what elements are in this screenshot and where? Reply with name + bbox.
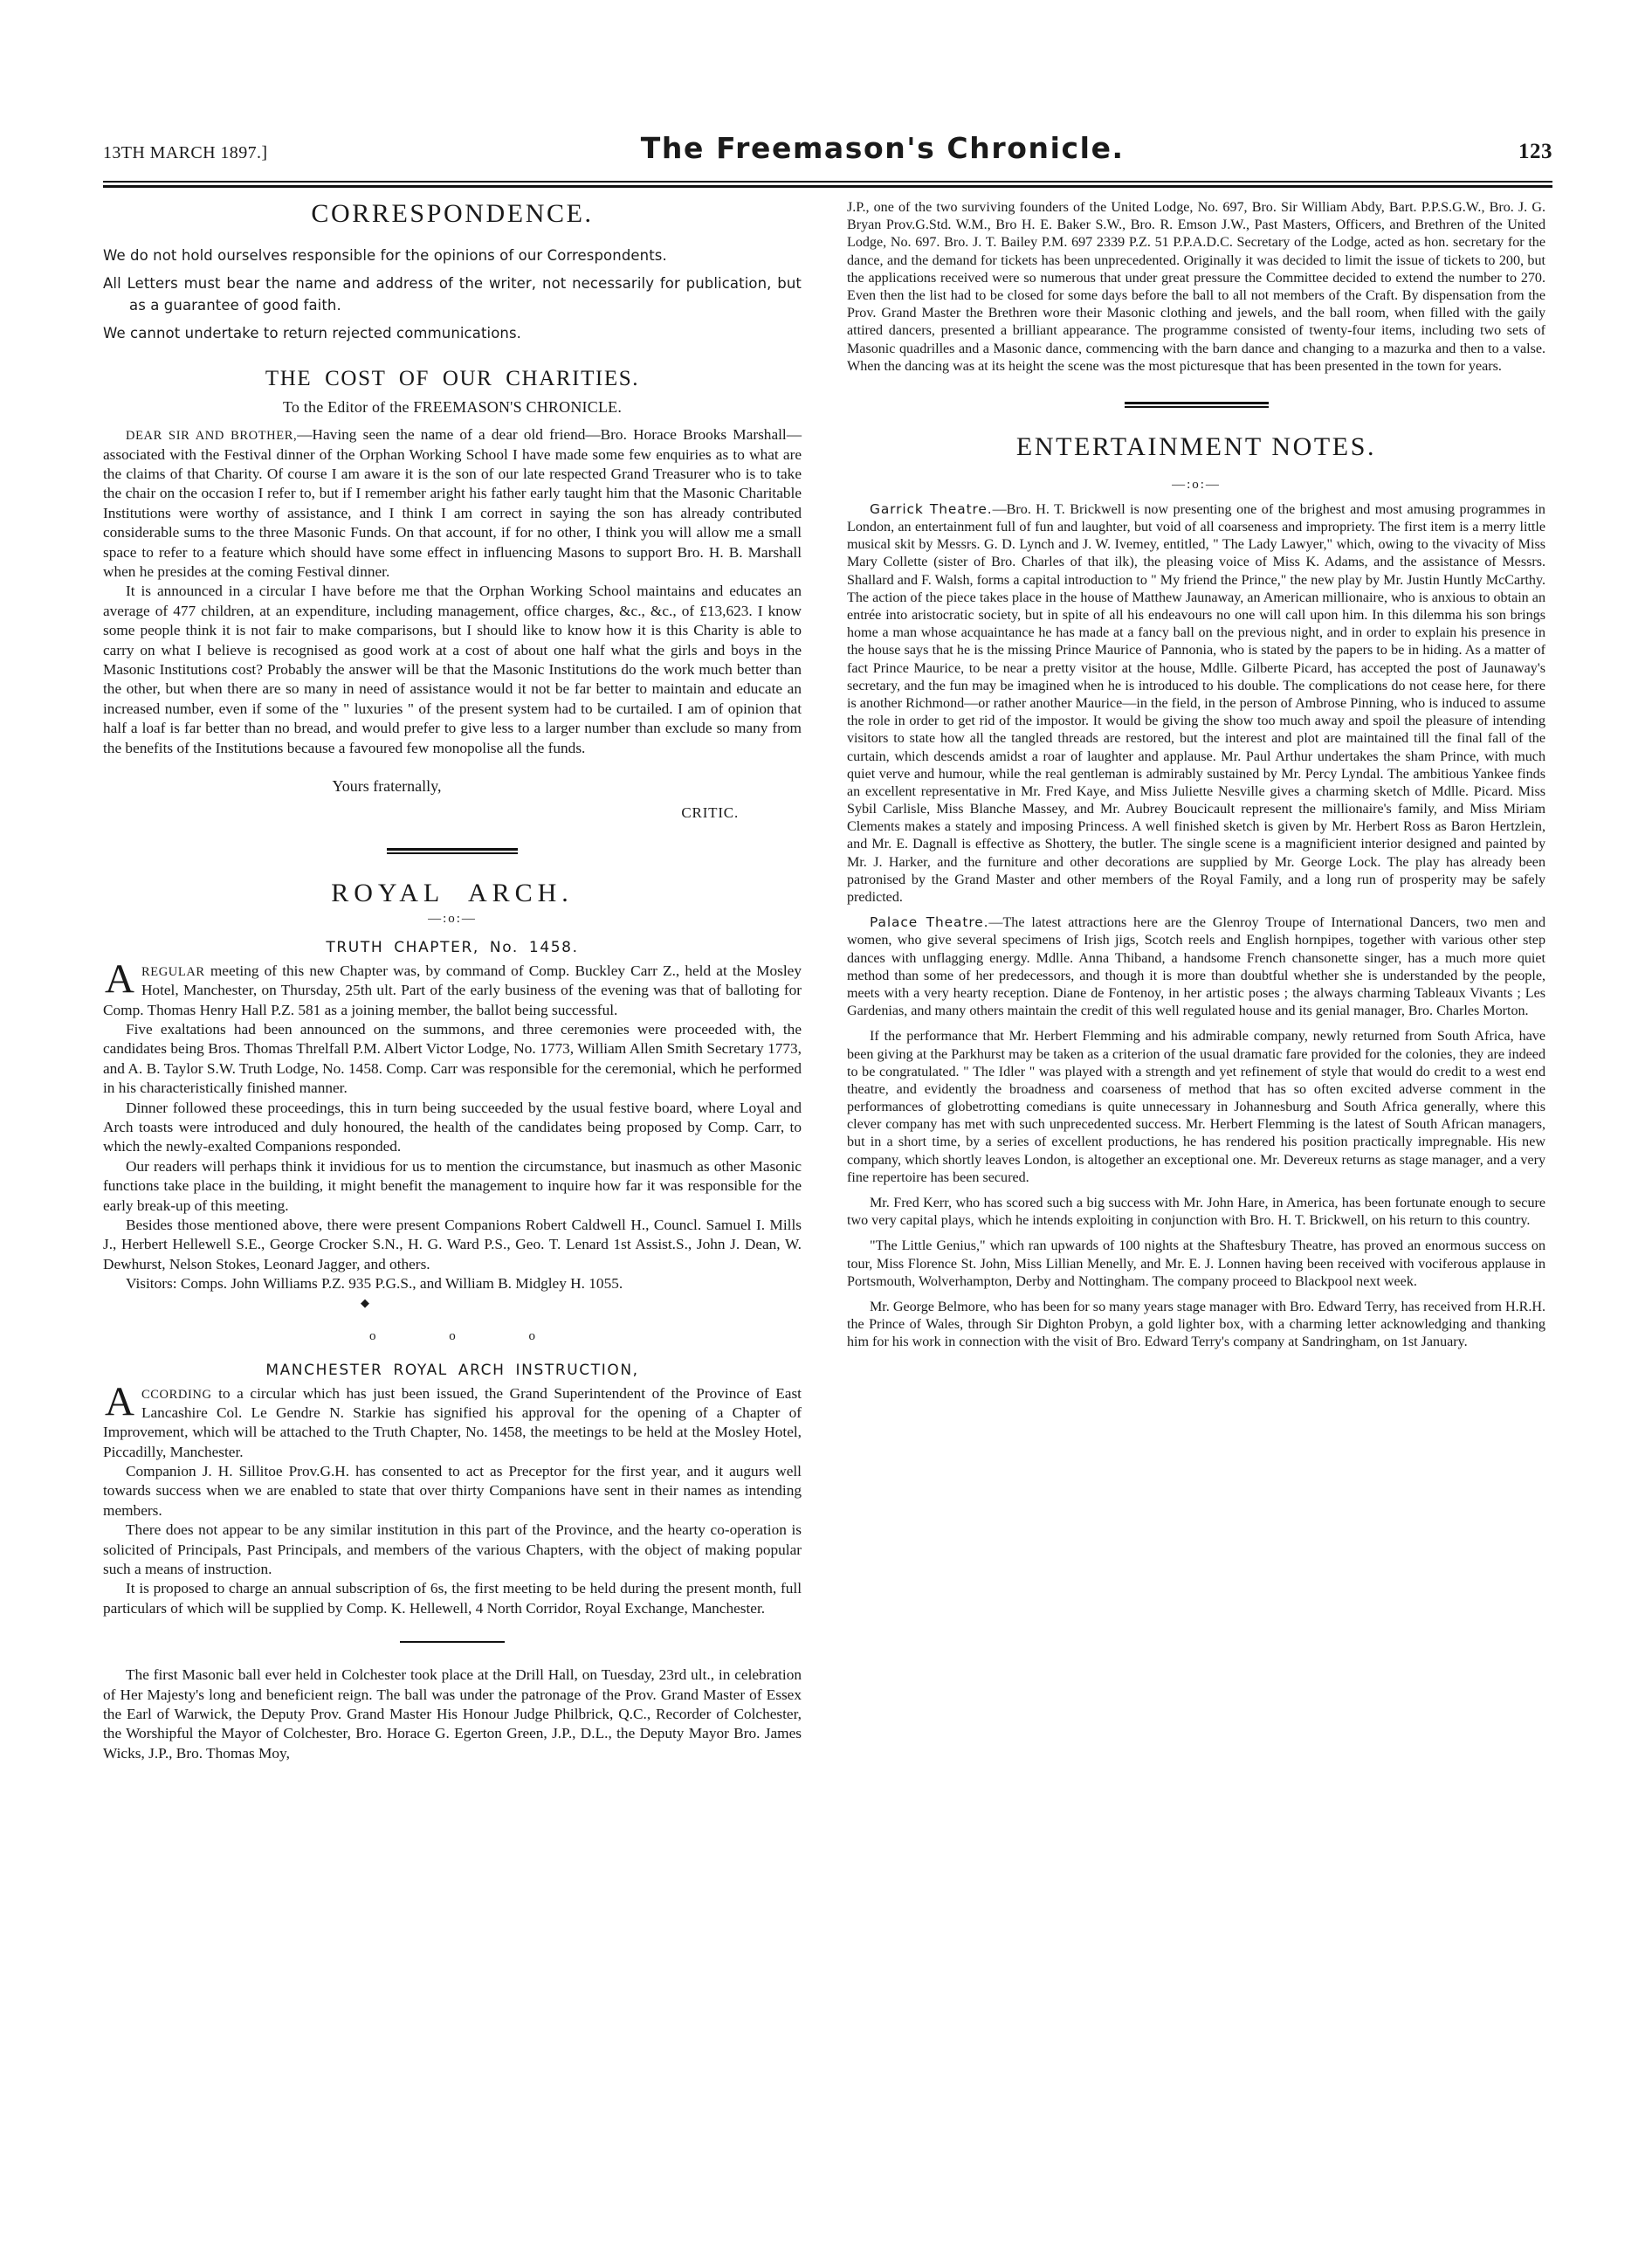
bullet-ornament: ◆ bbox=[361, 1295, 369, 1309]
entertainment-paragraph-1: If the performance that Mr. Herbert Flemming and his admirable company, newly returned from South Africa, have been giving at the Parkhurst may be taken as a criterion of the usual dramatic fare provided for the colonies, they are indeed to be congratulated. " The Idler " was played with a strength and yet refinement of style that would do credit to a west end theatre, and evidently the broadness and coarseness of method that has so often excited adverse comment in the performances of globetrotting comedians is quite unnecessary in Johannesburg and South Africa generally, where this clever company has met with such unprecedented success. Mr. Herbert Flemming is the latest of South African managers, but in a short time, by a series of excellent productions, he has rendered his position practically impregnable. His new company, which shortly leaves London, is altogether an exceptional one. Mr. Devereux returns as stage manager, and a very fine repertoire has been secured. bbox=[847, 1029, 1545, 1185]
masthead-rule bbox=[103, 181, 1552, 188]
letter-signature: CRITIC. bbox=[681, 803, 739, 821]
correspondence-notice: We cannot undertake to return rejected communications. bbox=[103, 324, 521, 341]
manchester-paragraph-1-text: to a circular which has just been issued, the Grand Superintendent of the Province of East Lancashire Col. Le Gendre N. Starkie has signified his approval for the opening of a Chapter of Improvement, which will be attached to the Truth Chapter, No. 1458, the meetings to be held at the Mosley Hotel, Piccadilly, Manchester. bbox=[103, 1384, 802, 1460]
manchester-paragraph-1 bbox=[103, 1378, 802, 1463]
page-number: 123 bbox=[1518, 140, 1552, 163]
garrick-theatre-text: —Bro. H. T. Brickwell is now presenting one of the brighest and most amusing programmes in London, an entertainment full of fun and laughter, but void of all coarseness and impropriety. The first item is a merry little musical skit by Messrs. G. D. Lynch and J. W. Ivemey, entitled, " The Lady Lawyer," which, owing to the vivacity of Miss Mary Collette (sister of Bro. Charles of that ilk), the pleasing voice of Miss K. Adams, and the assistance of Messrs. Shallard and F. Walsh, forms a capital introduction to " My friend the Prince," the new play by Mr. Justin Huntly McCarthy. The action of the piece takes place in the house of Matthew Jaunaway, an American millionaire, who is anxious to obtain an entrée into aristocratic society, but in spite of all his endeavours no one will call upon him. In this dilemma his son brings home a man whose acquaintance he has made at a fancy ball on the previous night, and in order to explain his presence in the house says that he is the missing Prince Maurice of Pannonia, who is stated by the papers to be in hiding. As a matter of fact Prince Maurice, to be near a pretty visitor at the house, Mdlle. Gilberte Picard, has accepted the post of Jaunaway's secretary, and the fun may be imagined when he is introduced to his double. The complications do not cease here, for there is another Richmond—or rather another Maurice—in the field, in the person of Ambrose Pinning, who is induced to assume the role in order to get rid of the impostor. It would be giving the show too much away and spoil the pleasure of intending visitors to state how all the tangled threads are restored, but the interest and plot are maintained till the final fall of the curtain, which descends amidst a roar of laughter and applause. Mr. Paul Arthur undertakes the sham Prince, with much quiet verve and humour, while the real gentleman is admirably sustained by Mr. Percy Lyndal. The ambitious Yankee finds an excellent representative in Mr. Fred Kaye, and Miss Juliette Nesville gives a charming sketch of Mdlle. Picard. Miss Sybil Carlisle, Miss Blanche Massey, and Mr. Aubrey Boucicault represent the millionaire's family, and Miss Miriam Clements makes a stately and imposing Princess. A well finished sketch is given by Mr. Herbert Ross as Baron Hertzlein, and Mr. E. Dagnall is effective as Shottery, the butler. The single scene is a magnificient interior designed and painted by Mr. J. Harker, and the furniture and other decorations are supplied by Mr. George Lock. The play has already been patronised by the Grand Master and other members of the Royal Family, and a long run of prosperity may be safely predicted. bbox=[847, 501, 1545, 905]
manchester-paragraph-2: Companion J. H. Sillitoe Prov.G.H. has consented to act as Preceptor for the first year, and it augurs well towards success when we are enabled to state that over thirty Companions have sent in their names as intending members. bbox=[103, 1463, 802, 1519]
truth-chapter-paragraph-1 bbox=[103, 955, 802, 1020]
manchester-paragraph-4: It is proposed to charge an annual subscription of 6s, the first meeting to be held during the present month, full particulars of which will be supplied by Comp. K. Hellewell, 4 North Corridor, Royal Exchange, Manchester. bbox=[103, 1580, 802, 1617]
charities-paragraph-1-text: —Having seen the name of a dear old friend—Bro. Horace Brooks Marshall—associated with the Festival dinner of the Orphan Working School I have made some few enquiries as to what are the claims of that Charity. Of course I am aware it is the son of our late respected Grand Treasurer who is to take the chair on the occasion I refer to, but if I remember aright his father early taught him that the Masonic Charitable Institutions were worthy of assistance, and I think I am correct in saying the son has already contributed considerable sums to the three Masonic Funds. On that account, if for no other, I think you will allow me a small space to refer to a feature which should have some effect in influencing Masons to support Bro. H. B. Marshall when he presides at the coming Festival dinner. bbox=[103, 426, 802, 580]
letter-signoff: Yours fraternally, bbox=[332, 776, 442, 795]
royal-arch-ornament: —:o:— bbox=[428, 911, 477, 926]
triple-dot-ornament: o o o bbox=[369, 1328, 570, 1343]
entertainment-paragraph-2: Mr. Fred Kerr, who has scored such a big success with Mr. John Hare, in America, has been fortunate enough to secure two very capital plays, which he intends exploiting in conjunction with Bro. H. T. Brickwell, on his return to this country. bbox=[847, 1196, 1545, 1229]
venue-name: Garrick Theatre. bbox=[870, 500, 993, 517]
section-divider-rule bbox=[400, 1641, 505, 1643]
publication-title: The Freemason's Chronicle. bbox=[640, 131, 1125, 165]
palace-theatre-item bbox=[847, 914, 1545, 1020]
paragraph-lead-word: REGULAR bbox=[141, 964, 205, 979]
entertainment-paragraph-4: Mr. George Belmore, who has been for so many years stage manager with Bro. Edward Terry, has received from H.R.H. the Prince of Wales, through Sir Dighton Probyn, a gold lighter box, with a charming letter acknowledging and thanking him for his work in connection with the visit of Bro. Edward Terry's company at Sandringham, on 1st January. bbox=[847, 1299, 1545, 1350]
correspondence-notice: We do not hold ourselves responsible for the opinions of our Correspondents. bbox=[103, 247, 667, 264]
colchester-ball-paragraph: The first Masonic ball ever held in Colchester took place at the Drill Hall, on Tuesday, 23rd ult., in celebration of Her Majesty's long and beneficient reign. The ball was under the patronage of the Prov. Grand Master of Essex the Earl of Warwick, the Deputy Prov. Grand Master His Honour Judge Philbrick, Q.C., Recorder of Colchester, the Worshipful the Mayor of Colchester, Bro. Horace G. Egerton Green, J.P., D.L., the Deputy Mayor Bro. James Wicks, J.P., Bro. Thomas Moy, bbox=[103, 1666, 802, 1762]
masthead bbox=[103, 131, 1552, 180]
correspondence-notice: All Letters must bear the name and address of the writer, not necessarily for publication, but as a guarantee of good faith. bbox=[103, 274, 802, 314]
section-divider-rule bbox=[1125, 402, 1269, 408]
truth-chapter-visitors: Visitors: Comps. John Williams P.Z. 935 P.G.S., and William B. Midgley H. 1055. bbox=[126, 1275, 623, 1293]
entertainment-notes-heading: ENTERTAINMENT NOTES. bbox=[1015, 431, 1377, 461]
truth-chapter-paragraph-4: Our readers will perhaps think it invidious for us to mention the circumstance, but inasmuch as other Masonic functions take place in the building, it might benefit the management to inquire how far it was responsible for the early break-up of this meeting. bbox=[103, 1157, 802, 1214]
entertainment-ornament: —:o:— bbox=[1172, 477, 1221, 492]
garrick-theatre-item bbox=[847, 501, 1545, 907]
masthead-date: 13TH MARCH 1897.] bbox=[103, 143, 268, 162]
palace-theatre-text: —The latest attractions here are the Glenroy Troupe of International Dancers, two men and women, who give several specimens of Irish jigs, Scotch reels and English hornpipes, together with various other step dances with unflagging energy. Mdlle. Anna Thiband, a handsome French chansonette singer, has a much more quiet method than some of her predecessors, and though it is more than doubtful whether she is understanded by the people, meets with a very hearty reception. Diane de Fontenoy, in her artistic poses ; the always charming Tableaux Vivants ; Les Gardenias, and many others maintain the credit of this well regulated house and its genial manager, Bro. Charles Morton. bbox=[847, 915, 1545, 1019]
charities-heading: THE COST OF OUR CHARITIES. bbox=[265, 367, 640, 391]
correspondence-heading: CORRESPONDENCE. bbox=[311, 199, 594, 228]
left-column bbox=[103, 199, 802, 1763]
truth-chapter-paragraph-1-text: meeting of this new Chapter was, by command of Comp. Buckley Carr Z., held at the Mosley Hotel, Manchester, on Thursday, 25th ult. Part of the early business of the evening was that of balloting for Comp. Thomas Henry Hall P.Z. 581 as a joining member, the ballot being successful. bbox=[103, 962, 802, 1018]
drop-cap-letter: A bbox=[105, 955, 134, 1002]
editor-addressline: To the Editor of the FREEMASON'S CHRONICLE. bbox=[282, 398, 623, 417]
truth-chapter-paragraph-3: Dinner followed these proceedings, this in turn being succeeded by the usual festive board, where Loyal and Arch toasts were introduced and duly honoured, the health of the candidates being proposed by Comp. Carr, to which the newly-exalted Companions responded. bbox=[103, 1099, 802, 1155]
charities-paragraph-1 bbox=[103, 425, 802, 582]
paragraph-lead-word: CCORDING bbox=[141, 1387, 212, 1402]
manchester-instruction-heading: MANCHESTER ROYAL ARCH INSTRUCTION, bbox=[265, 1361, 639, 1379]
truth-chapter-heading: TRUTH CHAPTER, No. 1458. bbox=[326, 938, 579, 956]
section-divider-rule bbox=[387, 848, 518, 854]
colchester-ball-continuation: J.P., one of the two surviving founders of the United Lodge, No. 697, Bro. Sir William Abdy, Bart. P.P.S.G.W., Bro. J. G. Bryan Prov.G.Std. W.M., Bro H. E. Baker S.W., Bro. R. Emson J.W., Past Masters, Officers, and Brethren of the United Lodge, No. 697. Bro. J. T. Bailey P.M. 697 2339 P.Z. 51 P.P.A.D.C. Secretary of the Lodge, acted as hon. secretary for the dance, and the demand for tickets has been unprecedented. Originally it was decided to limit the issue of tickets to 200, but the applications received were so numerous that under great pressure the Committee decided to extend the number to 270. Even then the list had to be closed for some days before the ball to all not members of the Craft. By dispensation from the Prov. Grand Master the Brethren wore their Masonic clothing and jewels, and the ball room, when filled with the gaily attired dancers, presented a brilliant appearance. The programme consisted of twenty-four items, including two sets of Masonic quadrilles and a Masonic dance, commencing with the barn dance and changing to a mazurka and then to a valse. When the dancing was at its height the scene was the most picturesque that has been presented in the town for years. bbox=[847, 200, 1545, 374]
truth-chapter-paragraph-2: Five exaltations had been announced on the summons, and three ceremonies were proceeded with, the candidates being Bros. Thomas Threlfall P.M. Albert Victor Lodge, No. 1773, William Allen Smith Secretary 1773, and A. B. Taylor S.W. Truth Lodge, No. 1458. Comp. Carr was responsible for the ceremonial, which he performed in his characteristically finished manner. bbox=[103, 1021, 802, 1097]
royal-arch-heading: ROYAL ARCH. bbox=[331, 878, 574, 907]
drop-cap-letter: A bbox=[105, 1378, 134, 1424]
venue-name: Palace Theatre. bbox=[870, 914, 989, 931]
letter-salutation: DEAR SIR AND BROTHER, bbox=[126, 429, 298, 444]
charities-paragraph-2: It is announced in a circular I have before me that the Orphan Working School maintains and educates an average of 477 children, at an expenditure, including management, office charges, &c., &c., of £13,623. I know some people think it is not fair to make comparisons, but I should like to know how it is this Charity is able to carry on what I believe is recognised as good work at a cost of about one half what the girls and boys in the Masonic Institutions cost? Probably the answer will be that the Masonic Institutions do the work much better than the other, but when there are so many in need of assistance would it not be far better to maintain and educate an increased number, even if some of the " luxuries " of the present system had to be curtailed. I am of opinion that half a loaf is far better than no bread, and would prefer to give less to a larger number than exclude so many from the benefits of the Institutions because a favoured few monopolise all the funds. bbox=[103, 583, 802, 756]
entertainment-paragraph-3: "The Little Genius," which ran upwards of 100 nights at the Shaftesbury Theatre, has proved an enormous success on tour, Miss Florence St. John, Miss Lillian Menelly, and Mr. E. J. Lonnen having been received with vociferous applause in Portsmouth, Wolverhampton, Derby and Nottingham. The company proceed to Blackpool next week. bbox=[847, 1238, 1545, 1289]
manchester-paragraph-3: There does not appear to be any similar institution in this part of the Province, and the hearty co-operation is solicited of Principals, Past Principals, and members of the various Chapters, with the object of making popular such a means of instruction. bbox=[103, 1521, 802, 1578]
truth-chapter-paragraph-5: Besides those mentioned above, there were present Companions Robert Caldwell H., Councl. Samuel I. Mills J., Herbert Hellewell S.E., George Crocker S.N., H. G. Ward P.S., Geo. T. Lenard 1st Assist.S., John J. Dean, W. Dewhurst, Nelson Stokes, Leonard Jagger, and others. bbox=[103, 1216, 802, 1272]
right-column bbox=[847, 199, 1545, 1352]
